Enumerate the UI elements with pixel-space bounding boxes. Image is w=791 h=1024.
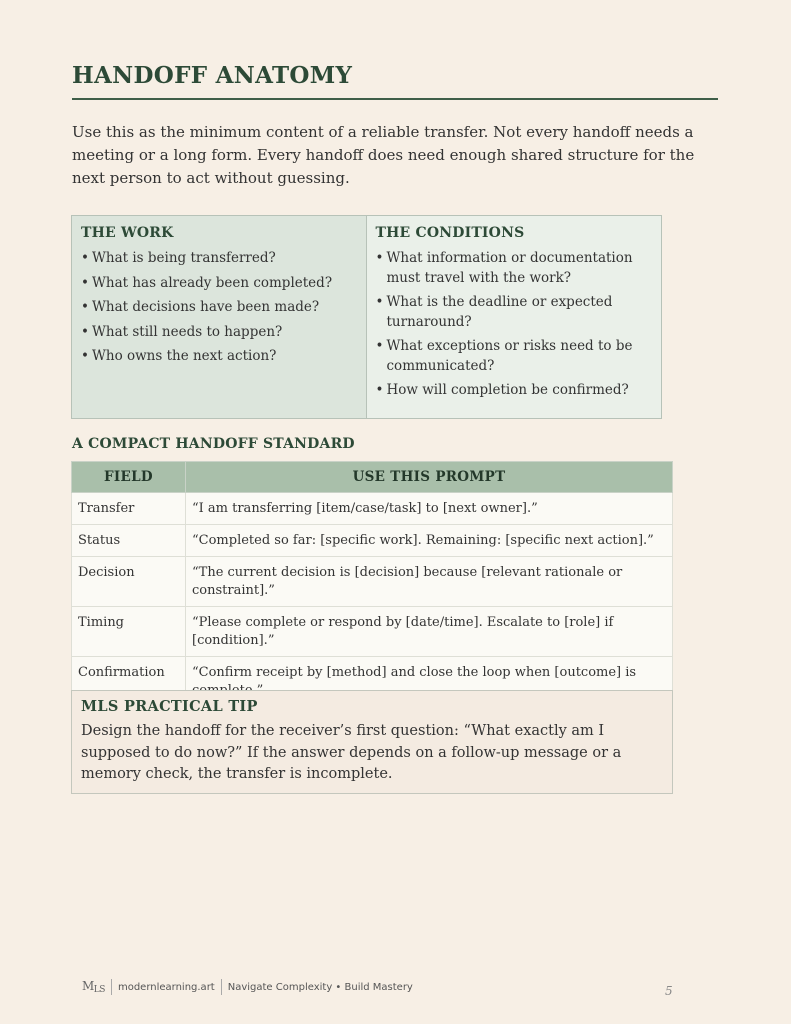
prompt-cell: “Confirm receipt by [method] and close the loop when [outcome] is <box>186 657 673 707</box>
footer-divider <box>221 979 222 995</box>
prompt-cell: “Completed so far: [specific work]. Remaining: [specific next action].” <box>186 525 673 557</box>
page-title: HANDOFF ANATOMY <box>72 62 353 89</box>
field-cell: Transfer <box>72 493 186 525</box>
work-item: • What decisions have been made? <box>81 298 357 318</box>
prompt-cell: “The current decision is [decision] because [relevant rationale or constraint].” <box>186 557 673 607</box>
field-cell: Timing <box>72 607 186 657</box>
logo-main: M <box>82 979 94 993</box>
table-header-row <box>72 462 673 493</box>
work-item: • What still needs to happen? <box>81 323 357 343</box>
field-cell: Status <box>72 525 186 557</box>
work-panel <box>72 216 367 418</box>
title-divider <box>72 98 718 100</box>
conditions-list <box>376 249 653 401</box>
conditions-item: • What exceptions or risks need to be communicated? <box>376 337 653 376</box>
column-header-prompt: USE THIS PROMPT <box>186 462 673 493</box>
tip-heading: MLS PRACTICAL TIP <box>81 698 258 715</box>
footer-site: modernlearning.art <box>117 981 215 993</box>
work-item: • What is being transferred? <box>81 249 357 269</box>
conditions-item: • What information or documentation must travel with the work? <box>376 249 653 288</box>
column-header-field: FIELD <box>72 462 186 493</box>
work-heading: THE WORK <box>81 225 174 241</box>
handoff-standard-table <box>71 461 673 707</box>
conditions-item: • How will completion be confirmed? <box>376 381 653 401</box>
field-cell: Confirmation <box>72 657 186 707</box>
prompt-cell: “Please complete or respond by [date/time]. Escalate to [role] if [condition].” <box>186 607 673 657</box>
prompt-cell: “I am transferring [item/case/task] to [next owner].” <box>186 493 673 525</box>
conditions-panel <box>367 216 662 418</box>
conditions-item: • What is the deadline or expected turnaround? <box>376 293 653 332</box>
table-row <box>72 493 673 525</box>
standard-heading: A COMPACT HANDOFF STANDARD <box>72 436 355 452</box>
page-number: 5 <box>665 984 673 998</box>
conditions-heading: THE CONDITIONS <box>375 225 525 241</box>
practical-tip-box <box>71 690 673 794</box>
page-footer <box>82 978 413 996</box>
work-item: • Who owns the next action? <box>81 347 357 367</box>
table-row <box>72 607 673 657</box>
work-list <box>81 249 357 367</box>
table-row <box>72 525 673 557</box>
footer-tagline: Navigate Complexity • Build Mastery <box>227 981 413 993</box>
work-item: • What has already been completed? <box>81 274 357 294</box>
intro-paragraph: Use this as the minimum content of a reliable transfer. Not every handoff needs a meeting or a long form. Every handoff does need enough shared structure for the next person to act without guessing. <box>72 123 695 187</box>
logo-sub: LS <box>93 985 105 995</box>
handoff-anatomy-panels <box>71 215 662 419</box>
mls-logo <box>82 979 105 995</box>
table-row <box>72 557 673 607</box>
tip-body: Design the handoff for the receiver’s first question: “What exactly am I supposed to do now?” If the answer depends on a follow-up message or a memory check, the transfer is incomplete. <box>81 723 622 782</box>
footer-divider <box>111 979 112 995</box>
field-cell: Decision <box>72 557 186 607</box>
